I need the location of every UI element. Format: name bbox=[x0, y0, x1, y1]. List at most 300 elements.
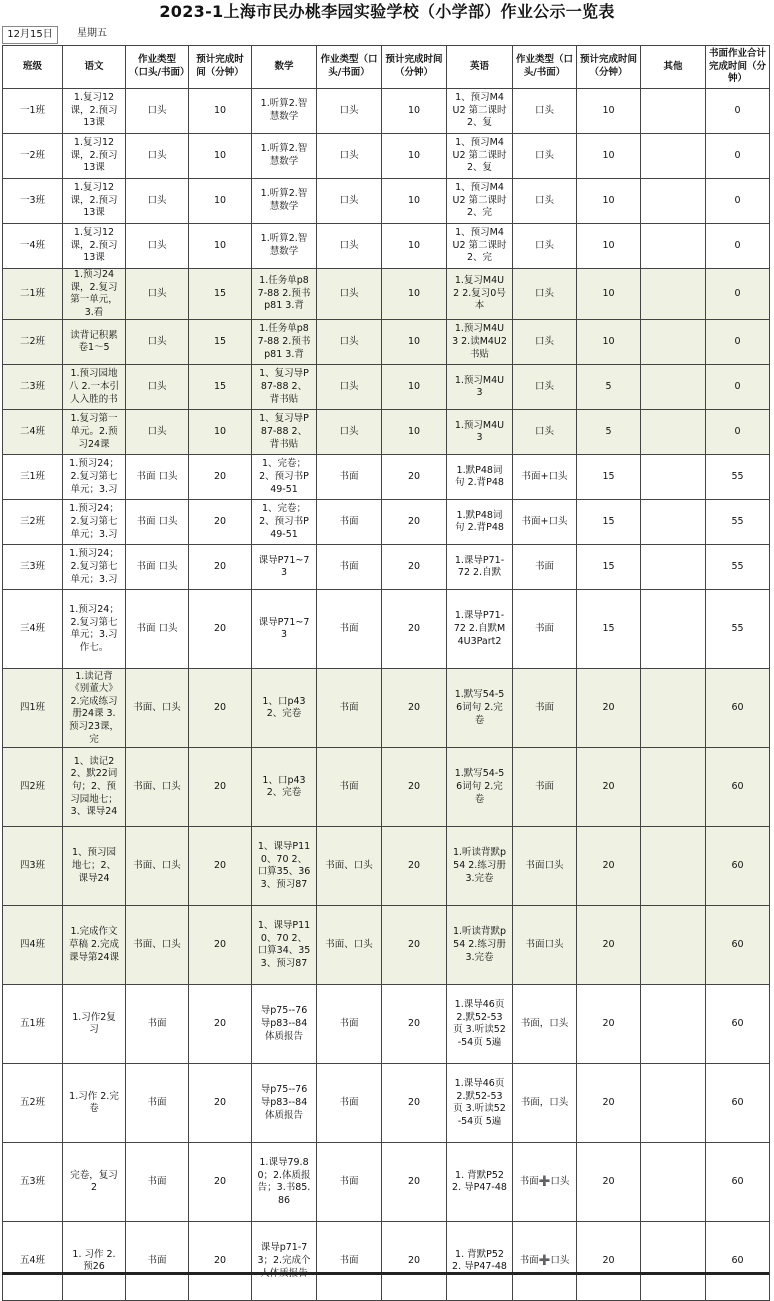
math-time-cell: 20 bbox=[382, 1064, 447, 1143]
chinese-type-cell: 书面 口头 bbox=[126, 545, 189, 590]
chinese-type-cell: 书面、口头 bbox=[126, 669, 189, 748]
chinese-type-cell: 口头 bbox=[126, 269, 189, 320]
math-type-cell: 口头 bbox=[317, 320, 382, 365]
chinese-type-cell: 口头 bbox=[126, 410, 189, 455]
chinese-cell-text: 1. 习作 2. 预26 bbox=[72, 1248, 116, 1273]
total-cell: 60 bbox=[706, 748, 770, 827]
chinese-time-cell: 20 bbox=[189, 827, 252, 906]
english-cell-text: 1.默P48词句 2.背P48 bbox=[455, 509, 504, 534]
chinese-cell-text: 1.复习12课，2.预习13课 bbox=[70, 227, 118, 264]
english-time-cell: 20 bbox=[577, 827, 641, 906]
chinese-time-cell: 20 bbox=[189, 545, 252, 590]
chinese-cell bbox=[63, 906, 126, 985]
header-english: 英语 bbox=[447, 46, 513, 89]
total-cell: 55 bbox=[706, 455, 770, 500]
table-row bbox=[3, 827, 770, 906]
math-type-cell: 书面 bbox=[317, 545, 382, 590]
total-cell: 60 bbox=[706, 906, 770, 985]
english-cell-text: 1.课导P71-72 2.自默M4U3Part2 bbox=[453, 610, 506, 647]
english-type-cell: 书面口头 bbox=[513, 827, 577, 906]
math-cell bbox=[252, 269, 317, 320]
header-math: 数学 bbox=[252, 46, 317, 89]
math-time-cell: 10 bbox=[382, 320, 447, 365]
chinese-time-cell: 20 bbox=[189, 590, 252, 669]
class-cell: 二4班 bbox=[3, 410, 63, 455]
page-title: 2023-1上海市民办桃李园实验学校（小学部）作业公示一览表 bbox=[159, 2, 615, 21]
math-type-cell: 书面 bbox=[317, 1064, 382, 1143]
math-cell bbox=[252, 1143, 317, 1222]
table-row bbox=[3, 134, 770, 179]
chinese-time-cell: 15 bbox=[189, 269, 252, 320]
math-cell bbox=[252, 827, 317, 906]
total-cell: 0 bbox=[706, 410, 770, 455]
chinese-time-cell: 20 bbox=[189, 1143, 252, 1222]
english-cell bbox=[447, 224, 513, 269]
other-cell bbox=[641, 1222, 706, 1301]
header-chinese-type: 作业类型（口头/书面） bbox=[126, 46, 189, 89]
math-cell bbox=[252, 320, 317, 365]
total-cell: 60 bbox=[706, 669, 770, 748]
chinese-cell bbox=[63, 748, 126, 827]
chinese-cell bbox=[63, 269, 126, 320]
math-type-cell: 书面 bbox=[317, 455, 382, 500]
table-row bbox=[3, 985, 770, 1064]
math-cell-text: 导p75--76 导p83--84 体质报告 bbox=[260, 1005, 308, 1042]
other-cell bbox=[641, 669, 706, 748]
english-cell bbox=[447, 1222, 513, 1301]
chinese-type-cell: 书面 口头 bbox=[126, 590, 189, 669]
other-cell bbox=[641, 1143, 706, 1222]
english-cell-text: 1、预习M4U2 第二课时 2、复 bbox=[452, 137, 507, 174]
chinese-type-cell: 口头 bbox=[126, 320, 189, 365]
math-cell bbox=[252, 365, 317, 410]
english-type-cell: 书面 bbox=[513, 545, 577, 590]
total-cell: 55 bbox=[706, 500, 770, 545]
date-label: 12月15日 bbox=[2, 26, 58, 44]
chinese-cell bbox=[63, 365, 126, 410]
table-row bbox=[3, 89, 770, 134]
english-cell-text: 1、预习M4U2 第二课时 2、完 bbox=[452, 182, 507, 219]
chinese-type-cell: 口头 bbox=[126, 89, 189, 134]
total-cell: 60 bbox=[706, 1143, 770, 1222]
total-cell: 55 bbox=[706, 545, 770, 590]
chinese-type-cell: 书面、口头 bbox=[126, 827, 189, 906]
english-cell bbox=[447, 455, 513, 500]
chinese-cell-text: 1、预习园地七；2、课导24 bbox=[71, 847, 117, 884]
other-cell bbox=[641, 224, 706, 269]
english-time-cell: 10 bbox=[577, 269, 641, 320]
chinese-cell bbox=[63, 545, 126, 590]
chinese-type-cell: 书面、口头 bbox=[126, 906, 189, 985]
math-time-cell: 10 bbox=[382, 365, 447, 410]
chinese-type-cell: 口头 bbox=[126, 224, 189, 269]
chinese-type-cell: 书面 口头 bbox=[126, 500, 189, 545]
other-cell bbox=[641, 985, 706, 1064]
math-cell bbox=[252, 179, 317, 224]
english-cell-text: 1.课导46页 2.默52-53页 3.听读52-54页 5遍 bbox=[453, 999, 506, 1048]
chinese-type-cell: 书面 bbox=[126, 1064, 189, 1143]
english-cell bbox=[447, 365, 513, 410]
chinese-cell-text: 1、读记22、默22词句；2、预习园地七；3、课导24 bbox=[70, 755, 118, 818]
total-cell: 60 bbox=[706, 985, 770, 1064]
math-type-cell: 书面 bbox=[317, 669, 382, 748]
class-cell: 五3班 bbox=[3, 1143, 63, 1222]
header-math-type: 作业类型（口头/书面） bbox=[317, 46, 382, 89]
chinese-type-cell: 书面 bbox=[126, 1143, 189, 1222]
math-type-cell: 书面 bbox=[317, 500, 382, 545]
english-time-cell: 20 bbox=[577, 906, 641, 985]
chinese-cell bbox=[63, 985, 126, 1064]
english-time-cell: 10 bbox=[577, 89, 641, 134]
other-cell bbox=[641, 134, 706, 179]
chinese-type-cell: 口头 bbox=[126, 365, 189, 410]
class-cell: 三1班 bbox=[3, 455, 63, 500]
english-cell-text: 1.预习M4U3 2.读M4U2书贴 bbox=[452, 323, 507, 360]
table-row bbox=[3, 365, 770, 410]
total-cell: 60 bbox=[706, 1222, 770, 1301]
chinese-time-cell: 20 bbox=[189, 1064, 252, 1143]
total-cell: 0 bbox=[706, 224, 770, 269]
math-type-cell: 口头 bbox=[317, 134, 382, 179]
math-cell-text: 1、完卷；2、预习书P49-51 bbox=[259, 458, 309, 495]
chinese-cell bbox=[63, 410, 126, 455]
math-cell-text: 1、课导P110、70 2、口算35、36 3、预习87 bbox=[257, 841, 311, 890]
chinese-cell-text: 读背记积累卷1～5 bbox=[70, 329, 118, 354]
math-time-cell: 20 bbox=[382, 545, 447, 590]
total-cell: 0 bbox=[706, 134, 770, 179]
other-cell bbox=[641, 89, 706, 134]
chinese-cell-text: 1.读记背《别董大》2.完成练习册24课 3.预习23课，完 bbox=[68, 670, 120, 745]
math-time-cell: 10 bbox=[382, 224, 447, 269]
chinese-time-cell: 20 bbox=[189, 985, 252, 1064]
math-cell bbox=[252, 590, 317, 669]
math-time-cell: 20 bbox=[382, 827, 447, 906]
chinese-time-cell: 20 bbox=[189, 906, 252, 985]
english-type-cell: 口头 bbox=[513, 320, 577, 365]
english-time-cell: 5 bbox=[577, 365, 641, 410]
english-type-cell: 书面➕口头 bbox=[513, 1143, 577, 1222]
english-cell-text: 1.课导46页 2.默52-53页 3.听读52-54页 5遍 bbox=[453, 1078, 506, 1127]
other-cell bbox=[641, 545, 706, 590]
math-type-cell: 书面 bbox=[317, 590, 382, 669]
english-cell-text: 1.默P48词句 2.背P48 bbox=[455, 464, 504, 489]
table-row bbox=[3, 906, 770, 985]
chinese-time-cell: 20 bbox=[189, 1222, 252, 1301]
english-type-cell: 书面 bbox=[513, 748, 577, 827]
total-cell: 60 bbox=[706, 1064, 770, 1143]
math-cell-text: 1、复习导P87-88 2、背书贴 bbox=[259, 413, 309, 450]
chinese-time-cell: 20 bbox=[189, 500, 252, 545]
math-cell-text: 1、课导P110、70 2、口算34、35 3、预习87 bbox=[257, 920, 311, 969]
math-cell bbox=[252, 545, 317, 590]
chinese-cell bbox=[63, 1222, 126, 1301]
english-type-cell: 书面，口头 bbox=[513, 1064, 577, 1143]
english-time-cell: 15 bbox=[577, 500, 641, 545]
chinese-time-cell: 10 bbox=[189, 89, 252, 134]
math-cell bbox=[252, 134, 317, 179]
math-cell-text: 1.听算2.智慧数学 bbox=[260, 188, 308, 212]
chinese-cell bbox=[63, 1064, 126, 1143]
math-cell bbox=[252, 410, 317, 455]
english-time-cell: 10 bbox=[577, 224, 641, 269]
header-math-time: 预计完成时间（分钟） bbox=[382, 46, 447, 89]
other-cell bbox=[641, 455, 706, 500]
math-cell-text: 1.听算2.智慧数学 bbox=[260, 98, 308, 122]
table-row bbox=[3, 669, 770, 748]
english-cell-text: 1.听读背默p54 2.练习册 3.完卷 bbox=[452, 926, 507, 963]
english-cell bbox=[447, 410, 513, 455]
chinese-time-cell: 10 bbox=[189, 134, 252, 179]
math-cell-text: 1.听算2.智慧数学 bbox=[260, 233, 308, 257]
date-line bbox=[0, 24, 774, 44]
class-cell: 四4班 bbox=[3, 906, 63, 985]
table-row bbox=[3, 748, 770, 827]
class-cell: 四1班 bbox=[3, 669, 63, 748]
math-type-cell: 口头 bbox=[317, 365, 382, 410]
table-row bbox=[3, 500, 770, 545]
chinese-type-cell: 口头 bbox=[126, 134, 189, 179]
math-type-cell: 书面、口头 bbox=[317, 827, 382, 906]
class-cell: 五4班 bbox=[3, 1222, 63, 1301]
math-type-cell: 口头 bbox=[317, 89, 382, 134]
english-type-cell: 口头 bbox=[513, 269, 577, 320]
class-cell: 四2班 bbox=[3, 748, 63, 827]
english-cell bbox=[447, 179, 513, 224]
math-time-cell: 20 bbox=[382, 1143, 447, 1222]
math-cell-text: 1、口p43 2、完卷 bbox=[262, 774, 306, 799]
math-cell bbox=[252, 1064, 317, 1143]
math-cell bbox=[252, 455, 317, 500]
total-cell: 0 bbox=[706, 89, 770, 134]
header-other: 其他 bbox=[641, 46, 706, 89]
chinese-cell bbox=[63, 455, 126, 500]
table-row bbox=[3, 1064, 770, 1143]
table-row bbox=[3, 269, 770, 320]
chinese-type-cell: 书面、口头 bbox=[126, 748, 189, 827]
other-cell bbox=[641, 179, 706, 224]
total-cell: 60 bbox=[706, 827, 770, 906]
math-cell bbox=[252, 985, 317, 1064]
chinese-cell bbox=[63, 669, 126, 748]
english-cell bbox=[447, 269, 513, 320]
chinese-cell bbox=[63, 590, 126, 669]
english-cell bbox=[447, 590, 513, 669]
chinese-cell-text: 1.复习12课，2.预习13课 bbox=[70, 92, 118, 129]
header-english-type: 作业类型（口头/书面） bbox=[513, 46, 577, 89]
english-cell bbox=[447, 669, 513, 748]
english-type-cell: 书面 bbox=[513, 590, 577, 669]
english-type-cell: 书面 bbox=[513, 669, 577, 748]
total-cell: 0 bbox=[706, 320, 770, 365]
other-cell bbox=[641, 410, 706, 455]
chinese-time-cell: 20 bbox=[189, 748, 252, 827]
math-time-cell: 20 bbox=[382, 455, 447, 500]
english-time-cell: 10 bbox=[577, 320, 641, 365]
english-cell-text: 1.预习M4U3 bbox=[454, 374, 505, 399]
chinese-time-cell: 15 bbox=[189, 320, 252, 365]
chinese-time-cell: 20 bbox=[189, 455, 252, 500]
other-cell bbox=[641, 269, 706, 320]
other-cell bbox=[641, 365, 706, 410]
english-cell bbox=[447, 134, 513, 179]
math-cell-text: 1、完卷；2、预习书P49-51 bbox=[259, 503, 309, 540]
header-english-time: 预计完成时间（分钟） bbox=[577, 46, 641, 89]
english-cell bbox=[447, 89, 513, 134]
english-time-cell: 20 bbox=[577, 669, 641, 748]
chinese-time-cell: 20 bbox=[189, 669, 252, 748]
english-time-cell: 20 bbox=[577, 985, 641, 1064]
english-time-cell: 20 bbox=[577, 1143, 641, 1222]
english-time-cell: 10 bbox=[577, 134, 641, 179]
table-row bbox=[3, 410, 770, 455]
english-type-cell: 书面+口头 bbox=[513, 500, 577, 545]
english-type-cell: 口头 bbox=[513, 410, 577, 455]
math-time-cell: 10 bbox=[382, 134, 447, 179]
english-cell-text: 1.复习M4U2 2.复习0号本 bbox=[453, 275, 506, 312]
header-chinese: 语文 bbox=[63, 46, 126, 89]
table-row bbox=[3, 1222, 770, 1301]
chinese-time-cell: 10 bbox=[189, 224, 252, 269]
english-cell-text: 1.默写54-56词句 2.完卷 bbox=[454, 689, 505, 726]
other-cell bbox=[641, 906, 706, 985]
chinese-cell bbox=[63, 89, 126, 134]
chinese-cell-text: 1.复习12课，2.预习13课 bbox=[70, 182, 118, 219]
math-time-cell: 20 bbox=[382, 500, 447, 545]
class-cell: 五2班 bbox=[3, 1064, 63, 1143]
header-row bbox=[3, 46, 770, 89]
chinese-cell-text: 1.预习24；2.复习第七单元；3.习作七。 bbox=[69, 604, 119, 653]
chinese-cell bbox=[63, 827, 126, 906]
chinese-cell bbox=[63, 179, 126, 224]
english-cell bbox=[447, 1143, 513, 1222]
english-type-cell: 口头 bbox=[513, 224, 577, 269]
class-cell: 二3班 bbox=[3, 365, 63, 410]
english-cell bbox=[447, 906, 513, 985]
math-type-cell: 口头 bbox=[317, 410, 382, 455]
chinese-cell bbox=[63, 1143, 126, 1222]
english-cell-text: 1、预习M4U2 第二课时 2、复 bbox=[452, 92, 507, 129]
other-cell bbox=[641, 827, 706, 906]
class-cell: 一3班 bbox=[3, 179, 63, 224]
math-time-cell: 20 bbox=[382, 906, 447, 985]
homework-table bbox=[2, 45, 770, 1301]
chinese-cell bbox=[63, 134, 126, 179]
math-time-cell: 10 bbox=[382, 179, 447, 224]
english-type-cell: 书面➕口头 bbox=[513, 1222, 577, 1301]
class-cell: 一2班 bbox=[3, 134, 63, 179]
other-cell bbox=[641, 1064, 706, 1143]
class-cell: 三3班 bbox=[3, 545, 63, 590]
chinese-type-cell: 口头 bbox=[126, 179, 189, 224]
total-cell: 0 bbox=[706, 365, 770, 410]
math-cell bbox=[252, 89, 317, 134]
english-cell-text: 1.听读背默p54 2.练习册 3.完卷 bbox=[452, 847, 507, 884]
math-time-cell: 10 bbox=[382, 269, 447, 320]
chinese-cell bbox=[63, 500, 126, 545]
chinese-cell-text: 1.习作2复习 bbox=[72, 1011, 116, 1036]
chinese-cell-text: 1.复习12课，2.预习13课 bbox=[70, 137, 118, 174]
math-cell bbox=[252, 906, 317, 985]
chinese-time-cell: 10 bbox=[189, 179, 252, 224]
class-cell: 一4班 bbox=[3, 224, 63, 269]
math-cell bbox=[252, 748, 317, 827]
chinese-type-cell: 书面 口头 bbox=[126, 455, 189, 500]
other-cell bbox=[641, 320, 706, 365]
english-time-cell: 20 bbox=[577, 1064, 641, 1143]
math-time-cell: 10 bbox=[382, 410, 447, 455]
header-chinese-time: 预计完成时间（分钟） bbox=[189, 46, 252, 89]
english-cell-text: 1.默写54-56词句 2.完卷 bbox=[454, 768, 505, 805]
class-cell: 五1班 bbox=[3, 985, 63, 1064]
math-type-cell: 口头 bbox=[317, 269, 382, 320]
math-cell bbox=[252, 500, 317, 545]
chinese-time-cell: 15 bbox=[189, 365, 252, 410]
english-cell-text: 1.课导P71-72 2.自默 bbox=[454, 554, 505, 579]
math-cell-text: 1.任务单p87-88 2.预书p81 3.背 bbox=[257, 323, 311, 360]
table-row bbox=[3, 179, 770, 224]
chinese-type-cell: 书面 bbox=[126, 1222, 189, 1301]
english-cell bbox=[447, 500, 513, 545]
english-cell bbox=[447, 1064, 513, 1143]
english-cell bbox=[447, 320, 513, 365]
total-cell: 55 bbox=[706, 590, 770, 669]
english-time-cell: 15 bbox=[577, 545, 641, 590]
math-cell-text: 1、复习导P87-88 2、背书贴 bbox=[259, 368, 309, 405]
math-cell bbox=[252, 669, 317, 748]
other-cell bbox=[641, 748, 706, 827]
math-type-cell: 书面 bbox=[317, 748, 382, 827]
math-cell-text: 导p75--76 导p83--84 体质报告 bbox=[260, 1084, 308, 1121]
english-cell-text: 1. 背默P52 2. 导P47-48 bbox=[452, 1248, 507, 1273]
header-class: 班级 bbox=[3, 46, 63, 89]
chinese-cell-text: 1.习作 2.完卷 bbox=[69, 1090, 119, 1115]
math-cell-text: 课导p71-73；2.完成个 bbox=[257, 1242, 311, 1267]
english-type-cell: 口头 bbox=[513, 89, 577, 134]
english-time-cell: 15 bbox=[577, 590, 641, 669]
math-time-cell: 20 bbox=[382, 748, 447, 827]
chinese-cell bbox=[63, 224, 126, 269]
english-cell bbox=[447, 985, 513, 1064]
math-cell-text: 1、口p43 2、完卷 bbox=[262, 695, 306, 720]
math-time-cell: 10 bbox=[382, 89, 447, 134]
math-time-cell: 20 bbox=[382, 590, 447, 669]
table-row bbox=[3, 455, 770, 500]
english-time-cell: 20 bbox=[577, 748, 641, 827]
class-cell: 一1班 bbox=[3, 89, 63, 134]
english-cell bbox=[447, 827, 513, 906]
chinese-cell-text: 1.预习24课，2.复习第一单元，3.看 bbox=[70, 269, 118, 318]
english-time-cell: 10 bbox=[577, 179, 641, 224]
class-cell: 三2班 bbox=[3, 500, 63, 545]
chinese-cell-text: 1.预习24；2.复习第七单元；3.习 bbox=[69, 458, 119, 495]
weekday-label: 星期五 bbox=[77, 28, 107, 39]
table-row bbox=[3, 545, 770, 590]
english-type-cell: 口头 bbox=[513, 134, 577, 179]
english-cell bbox=[447, 748, 513, 827]
english-cell-text: 1. 背默P52 2. 导P47-48 bbox=[452, 1169, 507, 1194]
chinese-cell-text: 1.预习24；2.复习第七单元；3.习 bbox=[69, 548, 119, 585]
table-row bbox=[3, 320, 770, 365]
chinese-type-cell: 书面 bbox=[126, 985, 189, 1064]
math-type-cell: 书面、口头 bbox=[317, 906, 382, 985]
math-cell bbox=[252, 224, 317, 269]
math-cell-text: 1.课导79.80；2.体质报告；3.书85.86 bbox=[257, 1157, 311, 1206]
class-cell: 二2班 bbox=[3, 320, 63, 365]
english-time-cell: 5 bbox=[577, 410, 641, 455]
math-time-cell: 20 bbox=[382, 669, 447, 748]
table-row bbox=[3, 1143, 770, 1222]
table-row bbox=[3, 224, 770, 269]
